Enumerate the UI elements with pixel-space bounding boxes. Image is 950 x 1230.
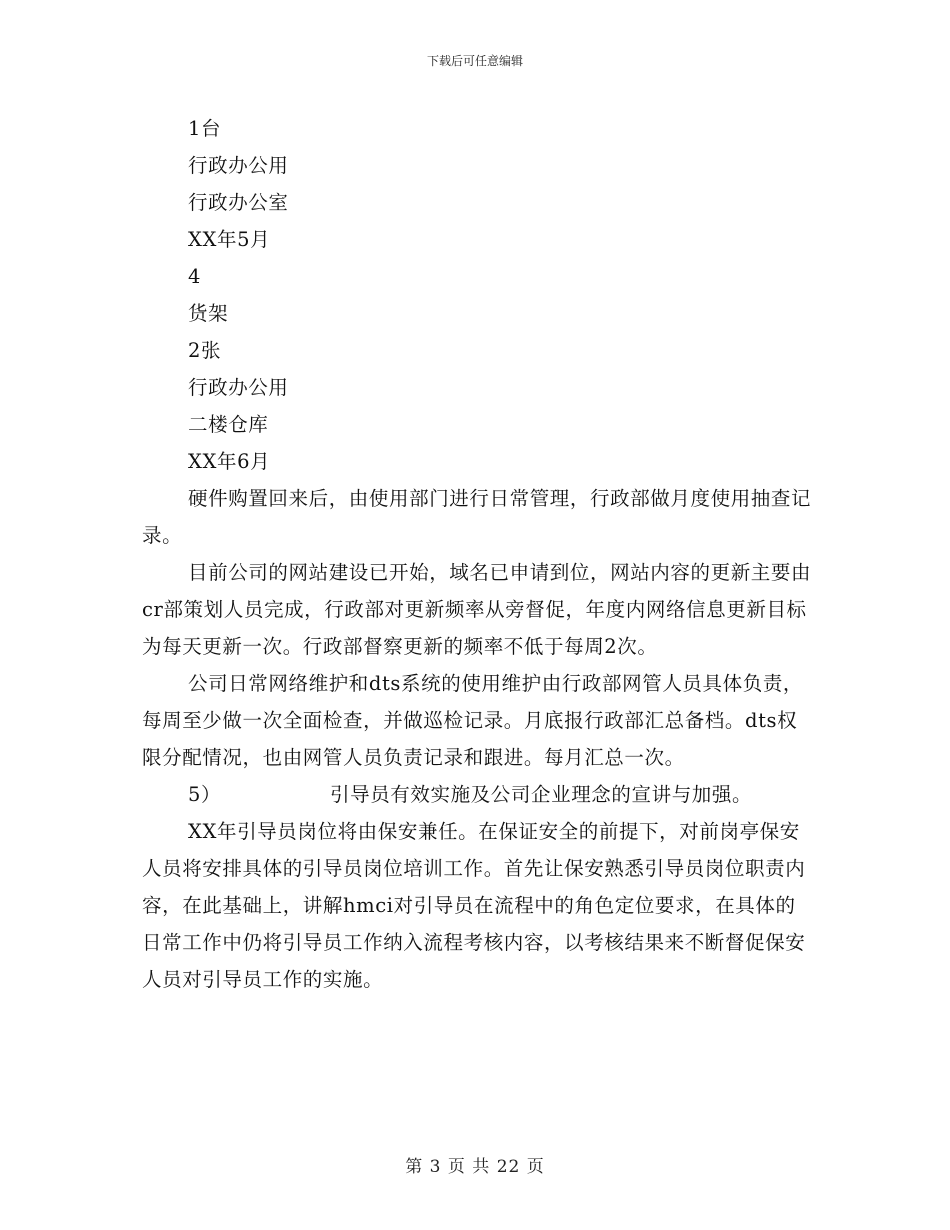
paragraph-hardware: 硬件购置回来后，由使用部门进行日常管理，行政部做月度使用抽查记录。 [142, 487, 812, 547]
paragraph-website: 目前公司的网站建设已开始，域名已申请到位，网站内容的更新主要由cr部策划人员完成，行政部对更新频率从旁督促，年度内网络信息更新目标为每天更新一次。行政部督察更新的频率不低于每周2次。 [142, 561, 812, 658]
list-item-text: 引导员有效实施及公司企业理念的宣讲与加强。 [330, 783, 753, 806]
text-line: 行政办公用 [188, 154, 289, 177]
paragraph-network: 公司日常网络维护和dts系统的使用维护由行政部网管人员具体负责，每周至少做一次全面检查，并做巡检记录。月底报行政部汇总备档。dts权限分配情况，也由网管人员负责记录和跟进。每月汇总一次。 [142, 672, 804, 769]
document-body [142, 110, 814, 998]
text-line: 货架 [188, 302, 229, 325]
text-line: 2张 [188, 339, 222, 362]
list-item-number: 5） [188, 783, 222, 806]
list-item-5 [142, 776, 814, 813]
text-line: 1台 [188, 117, 222, 140]
page-header: 下载后可任意编辑 [426, 54, 523, 68]
page-footer: 第 3 页 共 22 页 [405, 1157, 545, 1177]
paragraph-guide: XX年引导员岗位将由保安兼任。在保证安全的前提下，对前岗亭保安人员将安排具体的引导员岗位培训工作。首先让保安熟悉引导员岗位职责内容，在此基础上，讲解hmci对引导员在流程中的角色定位要求，在具体的日常工作中仍将引导员工作纳入流程考核内容，以考核结果来不断督促保安人员对引导员工作的实施。 [142, 820, 806, 991]
text-line: 行政办公室 [188, 191, 289, 214]
text-line: 二楼仓库 [188, 413, 269, 436]
text-line: 行政办公用 [188, 376, 289, 399]
text-line: XX年5月 [188, 228, 271, 251]
text-line: XX年6月 [188, 450, 271, 473]
text-line: 4 [188, 265, 202, 288]
